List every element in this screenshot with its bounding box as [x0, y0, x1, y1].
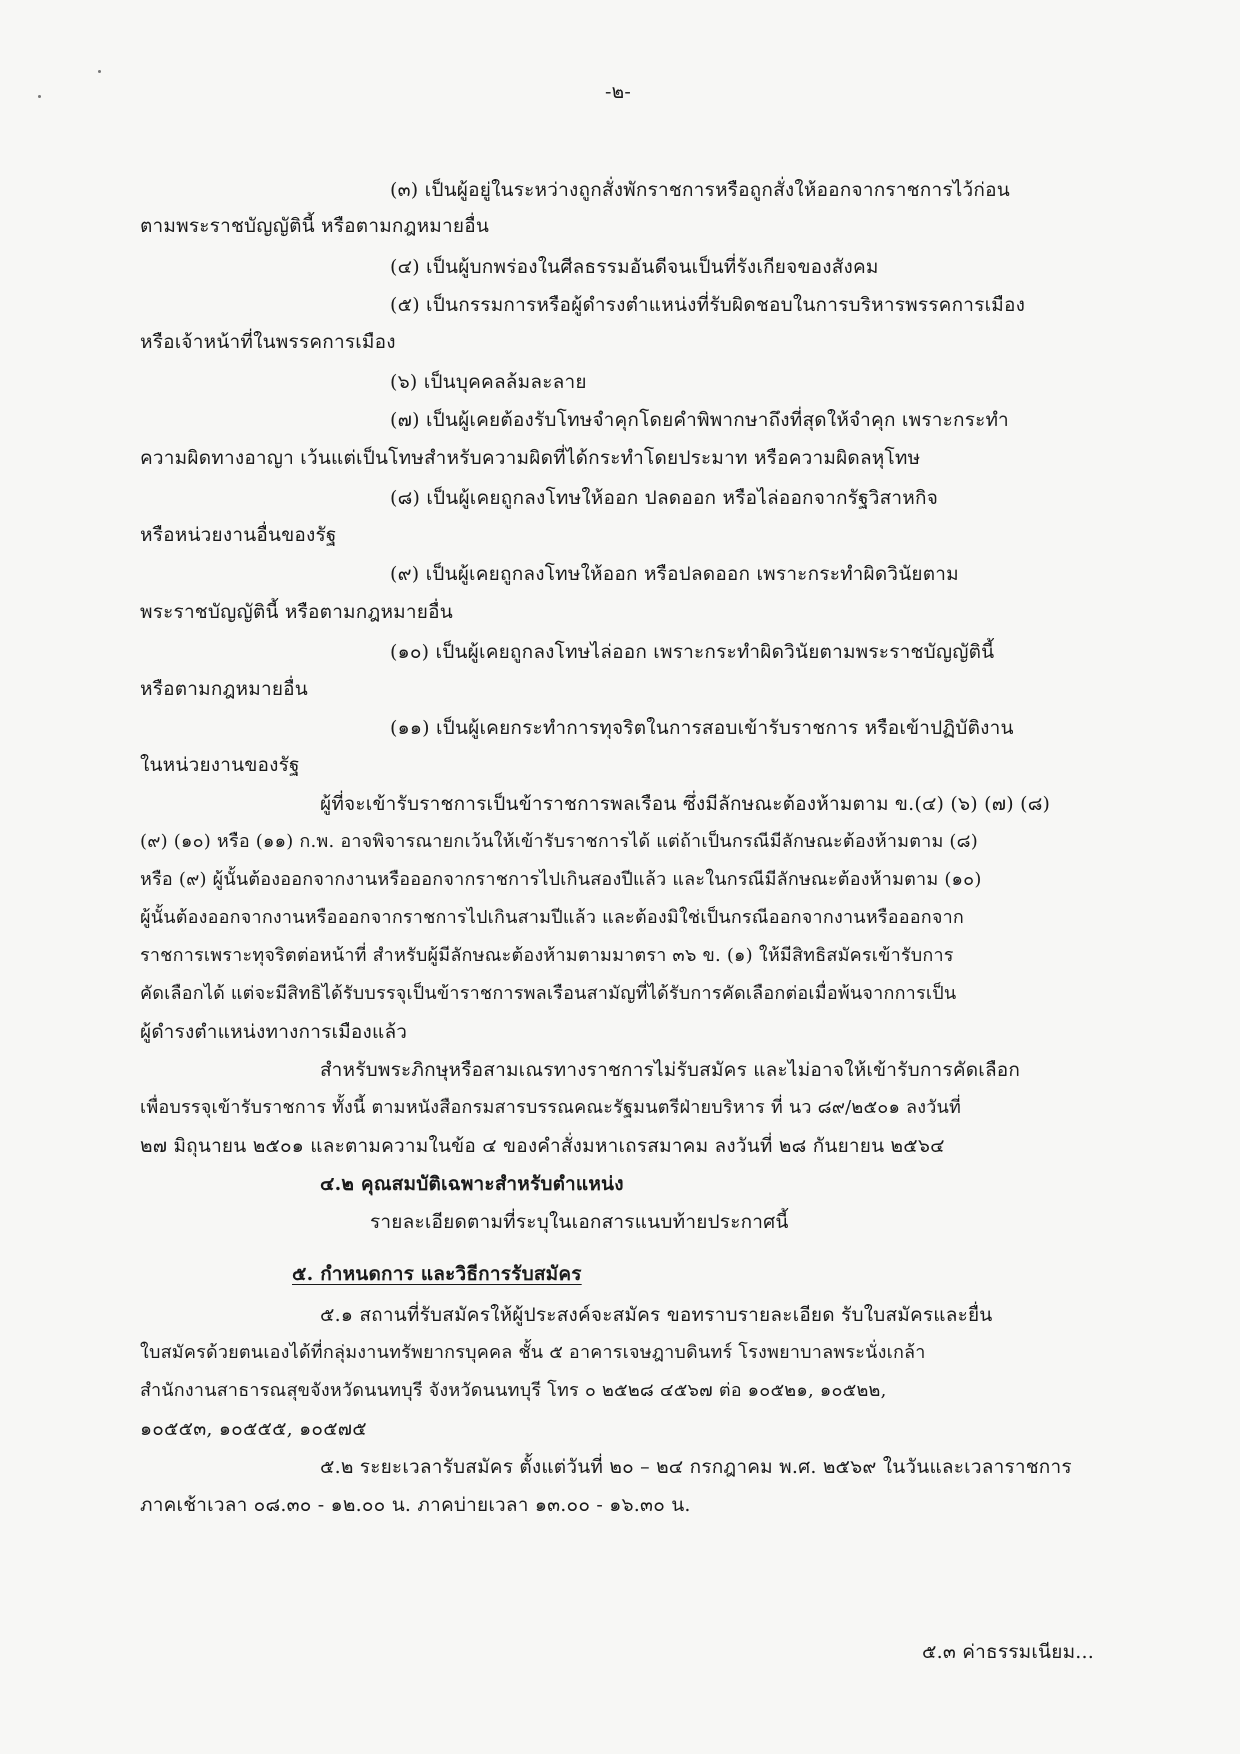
paragraph-line: (๙) เป็นผู้เคยถูกลงโทษให้ออก หรือปลดออก เพราะกระทำผิดวินัยตาม: [390, 563, 959, 585]
paragraph-line: หรือหน่วยงานอื่นของรัฐ: [140, 524, 337, 546]
paragraph-line: ผู้นั้นต้องออกจากงานหรือออกจากราชการไปเกินสามปีแล้ว และต้องมิใช่เป็นกรณีออกจากงานหรือออกจาก: [140, 907, 964, 928]
paragraph-line: (๓) เป็นผู้อยู่ในระหว่างถูกสั่งพักราชการหรือถูกสั่งให้ออกจากราชการไว้ก่อน: [390, 179, 1010, 201]
paragraph-line: ในหน่วยงานของรัฐ: [140, 754, 300, 776]
paragraph-line: ภาคเช้าเวลา ๐๘.๓๐ - ๑๒.๐๐ น. ภาคบ่ายเวลา ๑๓.๐๐ - ๑๖.๓๐ น.: [140, 1494, 691, 1516]
paragraph-line: ใบสมัครด้วยตนเองได้ที่กลุ่มงานทรัพยากรบุคคล ชั้น ๕ อาคารเจษฎาบดินทร์ โรงพยาบาลพระนั่งเกล้า: [140, 1342, 926, 1363]
section-heading-5: ๕. กำหนดการ และวิธีการรับสมัคร: [292, 1263, 582, 1285]
scan-speck: [38, 95, 41, 98]
paragraph-line: รายละเอียดตามที่ระบุในเอกสารแนบท้ายประกาศนี้: [370, 1211, 789, 1233]
paragraph-line: (๕) เป็นกรรมการหรือผู้ดำรงตำแหน่งที่รับผิดชอบในการบริหารพรรคการเมือง: [390, 294, 1026, 316]
paragraph-line: หรือ (๙) ผู้นั้นต้องออกจากงานหรือออกจากราชการไปเกินสองปีแล้ว และในกรณีมีลักษณะต้องห้ามตาม (๑๐): [140, 869, 982, 890]
paragraph-line: ราชการเพราะทุจริตต่อหน้าที่ สำหรับผู้มีลักษณะต้องห้ามตามมาตรา ๓๖ ข. (๑) ให้มีสิทธิสมัครเข้ารับการ: [140, 945, 954, 966]
paragraph-line: ตามพระราชบัญญัตินี้ หรือตามกฎหมายอื่น: [140, 215, 490, 237]
paragraph-line: หรือตามกฎหมายอื่น: [140, 678, 308, 700]
paragraph-line: (๘) เป็นผู้เคยถูกลงโทษให้ออก ปลดออก หรือไล่ออกจากรัฐวิสาหกิจ: [390, 487, 939, 509]
section-heading-4-2: ๔.๒ คุณสมบัติเฉพาะสำหรับตำแหน่ง: [320, 1173, 624, 1195]
paragraph-line: ๒๗ มิถุนายน ๒๕๐๑ และตามความในข้อ ๔ ของคำสั่งมหาเถรสมาคม ลงวันที่ ๒๘ กันยายน ๒๕๖๔: [140, 1135, 945, 1157]
paragraph-line: สำนักงานสาธารณสุขจังหวัดนนทบุรี จังหวัดนนทบุรี โทร ๐ ๒๕๒๘ ๔๕๖๗ ต่อ ๑๐๕๒๑, ๑๐๕๒๒,: [140, 1380, 887, 1401]
paragraph-line: (๑๐) เป็นผู้เคยถูกลงโทษไล่ออก เพราะกระทำผิดวินัยตามพระราชบัญญัตินี้: [390, 641, 995, 663]
continuation-note: ๕.๓ ค่าธรรมเนียม...: [922, 1641, 1095, 1663]
paragraph-line: สำหรับพระภิกษุหรือสามเณรทางราชการไม่รับสมัคร และไม่อาจให้เข้ารับการคัดเลือก: [320, 1059, 1021, 1081]
paragraph-line: (๔) เป็นผู้บกพร่องในศีลธรรมอันดีจนเป็นที่รังเกียจของสังคม: [390, 256, 879, 278]
paragraph-line: ผู้ดำรงตำแหน่งทางการเมืองแล้ว: [140, 1021, 408, 1043]
paragraph-line: (๗) เป็นผู้เคยต้องรับโทษจำคุกโดยคำพิพากษาถึงที่สุดให้จำคุก เพราะกระทำ: [390, 409, 1009, 431]
paragraph-line: ความผิดทางอาญา เว้นแต่เป็นโทษสำหรับความผิดที่ได้กระทำโดยประมาท หรือความผิดลหุโทษ: [140, 447, 921, 469]
paragraph-line: (๖) เป็นบุคคลล้มละลาย: [390, 371, 587, 393]
paragraph-line: คัดเลือกได้ แต่จะมีสิทธิได้รับบรรจุเป็นข้าราชการพลเรือนสามัญที่ได้รับการคัดเลือกต่อเมื่อพ้นจากการเป็น: [140, 983, 957, 1004]
paragraph-line: พระราชบัญญัตินี้ หรือตามกฎหมายอื่น: [140, 601, 453, 623]
page-number: -๒-: [605, 81, 631, 103]
paragraph-line: (๑๑) เป็นผู้เคยกระทำการทุจริตในการสอบเข้ารับราชการ หรือเข้าปฏิบัติงาน: [390, 717, 1014, 739]
paragraph-line: ผู้ที่จะเข้ารับราชการเป็นข้าราชการพลเรือน ซึ่งมีลักษณะต้องห้ามตาม ข.(๔) (๖) (๗) (๘): [320, 793, 1051, 815]
paragraph-line: ๕.๑ สถานที่รับสมัครให้ผู้ประสงค์จะสมัคร ขอทราบรายละเอียด รับใบสมัครและยื่น: [320, 1304, 993, 1326]
paragraph-line: ๑๐๕๕๓, ๑๐๕๕๕, ๑๐๕๗๕: [140, 1418, 367, 1440]
paragraph-line: หรือเจ้าหน้าที่ในพรรคการเมือง: [140, 331, 396, 353]
scan-speck: [98, 70, 101, 73]
paragraph-line: ๕.๒ ระยะเวลารับสมัคร ตั้งแต่วันที่ ๒๐ – ๒๔ กรกฎาคม พ.ศ. ๒๕๖๙ ในวันและเวลาราชการ: [320, 1456, 1072, 1478]
paragraph-line: (๙) (๑๐) หรือ (๑๑) ก.พ. อาจพิจารณายกเว้นให้เข้ารับราชการได้ แต่ถ้าเป็นกรณีมีลักษณะต้องห้ามตาม (๘): [140, 831, 978, 852]
paragraph-line: เพื่อบรรจุเข้ารับราชการ ทั้งนี้ ตามหนังสือกรมสารบรรณคณะรัฐมนตรีฝ่ายบริหาร ที่ นว ๘๙/๒๕๐๑ ลงวันที่: [140, 1097, 962, 1118]
